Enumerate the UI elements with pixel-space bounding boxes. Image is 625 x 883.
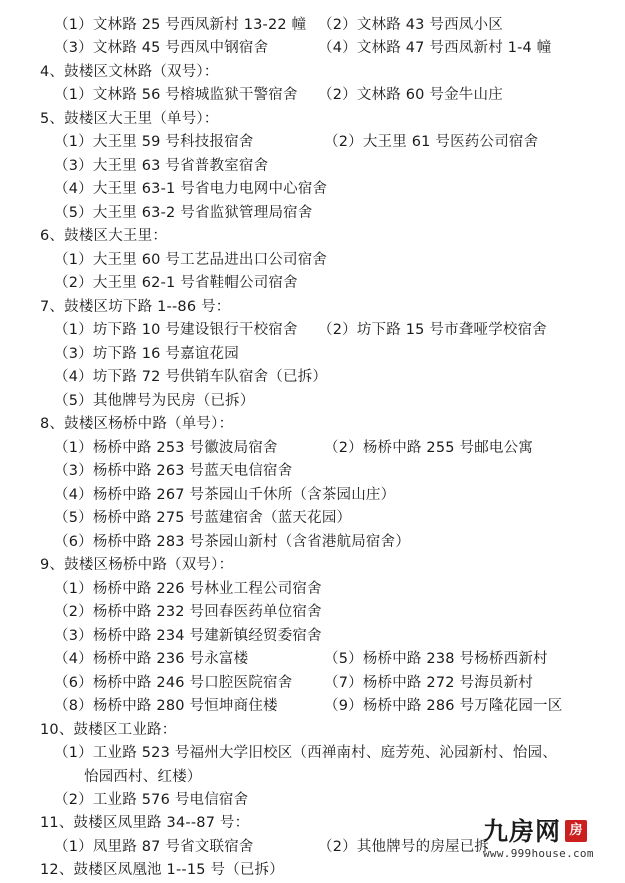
list-item-col-a: （6）杨桥中路 246 号口腔医院宿舍 xyxy=(54,674,293,691)
list-item xyxy=(18,601,607,624)
list-item-col-a: （1）凤里路 87 号省文联宿舍 xyxy=(54,838,254,855)
section-heading xyxy=(18,61,607,84)
list-item-col-b: （2）文林路 43 号西凤小区 xyxy=(318,17,503,33)
section-heading xyxy=(18,225,607,248)
section-heading xyxy=(18,554,607,577)
list-item xyxy=(18,578,607,601)
watermark-logo xyxy=(483,817,611,861)
list-item xyxy=(18,648,607,671)
list-item xyxy=(18,625,607,648)
watermark-logo-row xyxy=(483,816,587,846)
list-item xyxy=(18,84,607,107)
list-item-col-b: （2）其他牌号的房屋已拆 xyxy=(318,838,490,855)
list-item xyxy=(18,155,607,178)
list-item xyxy=(18,460,607,483)
list-item xyxy=(18,249,607,272)
section-heading xyxy=(18,859,607,882)
list-item-col-a: （1）杨桥中路 253 号徽波局宿舍 xyxy=(54,439,278,456)
line-text: （2）工业路 576 号电信宿舍 xyxy=(54,791,249,808)
list-item xyxy=(18,531,607,554)
line-text: （3）坊下路 16 号嘉谊花园 xyxy=(54,345,239,362)
line-text: （5）其他牌号为民房（已拆） xyxy=(54,392,255,409)
list-item xyxy=(18,202,607,225)
line-text: 9、鼓楼区杨桥中路（双号）： xyxy=(40,557,234,574)
list-item-col-b: （2）文林路 60 号金牛山庄 xyxy=(318,87,503,104)
list-item-col-a: （1）坊下路 10 号建设银行干校宿舍 xyxy=(54,322,298,339)
line-text: 11、鼓楼区凤里路 34--87 号： xyxy=(40,815,250,832)
watermark-url: www.999house.com xyxy=(483,846,594,860)
list-item xyxy=(18,178,607,201)
watermark-brand-name: 九房网 xyxy=(483,816,562,846)
list-item xyxy=(18,672,607,695)
line-text: （1）工业路 523 号福州大学旧校区（西禅南村、庭芳苑、沁园新村、怡园、 xyxy=(54,745,558,762)
list-item xyxy=(18,789,607,812)
section-heading xyxy=(18,296,607,319)
list-item-continuation xyxy=(18,766,607,789)
list-item xyxy=(18,14,607,37)
list-item-col-b: （2）杨桥中路 255 号邮电公寓 xyxy=(324,439,534,456)
list-item-col-a: （8）杨桥中路 280 号恒坤商住楼 xyxy=(54,698,278,715)
line-text: 10、鼓楼区工业路： xyxy=(40,721,177,738)
watermark-badge-icon: 房 xyxy=(565,820,587,842)
line-text: （2）杨桥中路 232 号回春医药单位宿舍 xyxy=(54,604,322,621)
line-text: （4）坊下路 72 号供销车队宿舍（已拆） xyxy=(54,369,328,386)
list-item xyxy=(18,131,607,154)
line-text: （2）大王里 62-1 号省鞋帽公司宿舍 xyxy=(54,275,298,292)
line-text: 7、鼓楼区坊下路 1--86 号： xyxy=(40,298,231,315)
line-text: （3）杨桥中路 234 号建新镇经贸委宿舍 xyxy=(54,627,322,644)
line-text: （1）大王里 60 号工艺品进出口公司宿舍 xyxy=(54,251,328,268)
list-item xyxy=(18,437,607,460)
line-text: （5）大王里 63-2 号省监狱管理局宿舍 xyxy=(54,204,313,221)
list-item xyxy=(18,507,607,530)
list-item-col-a: （3）文林路 45 号西凤中钢宿舍 xyxy=(54,40,269,57)
list-item xyxy=(18,319,607,342)
list-item xyxy=(18,484,607,507)
list-item-col-a: （1）大王里 59 号科技报宿舍 xyxy=(54,134,254,151)
section-heading xyxy=(18,108,607,131)
list-item xyxy=(18,37,607,60)
list-item xyxy=(18,272,607,295)
list-item-col-b: （2）大王里 61 号医药公司宿舍 xyxy=(324,134,539,151)
list-item xyxy=(18,742,607,765)
line-text: （4）杨桥中路 267 号茶园山千休所（含茶园山庄） xyxy=(54,486,396,503)
line-text: 怡园西村、红楼） xyxy=(84,768,202,785)
list-item xyxy=(18,695,607,718)
line-text: 5、鼓楼区大王里（单号）： xyxy=(40,110,219,127)
line-text: （5）杨桥中路 275 号蓝建宿舍（蓝天花园） xyxy=(54,510,352,527)
line-text: （4）大王里 63-1 号省电力电网中心宿舍 xyxy=(54,181,328,198)
document-text-body xyxy=(18,14,607,883)
list-item-col-a: （4）杨桥中路 236 号永富楼 xyxy=(54,651,249,668)
list-item-col-a: （1）文林路 56 号榕城监狱干警宿舍 xyxy=(54,87,298,104)
list-item-col-b: （7）杨桥中路 272 号海员新村 xyxy=(324,674,534,691)
section-heading xyxy=(18,413,607,436)
line-text: （6）杨桥中路 283 号茶园山新村（含省港航局宿舍） xyxy=(54,533,411,550)
list-item-col-b: （5）杨桥中路 238 号杨桥西新村 xyxy=(324,651,548,668)
list-item xyxy=(18,366,607,389)
line-text: 8、鼓楼区杨桥中路（单号）： xyxy=(40,416,234,433)
line-text: （3）大王里 63 号省普教室宿舍 xyxy=(54,157,269,174)
line-text: 4、鼓楼区文林路（双号）： xyxy=(40,63,219,80)
line-text: （3）杨桥中路 263 号蓝天电信宿舍 xyxy=(54,463,293,480)
line-text: 12、鼓楼区凤凰池 1--15 号（已拆） xyxy=(40,862,285,879)
list-item-col-b: （4）文林路 47 号西凤新村 1-4 幢 xyxy=(318,40,552,57)
list-item xyxy=(18,343,607,366)
list-item-col-b: （9）杨桥中路 286 号万隆花园一区 xyxy=(324,698,563,715)
section-heading xyxy=(18,719,607,742)
list-item-col-b: （2）坊下路 15 号市聋哑学校宿舍 xyxy=(318,322,547,339)
line-text: 6、鼓楼区大王里： xyxy=(40,228,168,245)
line-text: （1）杨桥中路 226 号林业工程公司宿舍 xyxy=(54,580,322,597)
list-item-col-a: （1）文林路 25 号西凤新村 13-22 幢 xyxy=(54,17,307,33)
list-item xyxy=(18,390,607,413)
